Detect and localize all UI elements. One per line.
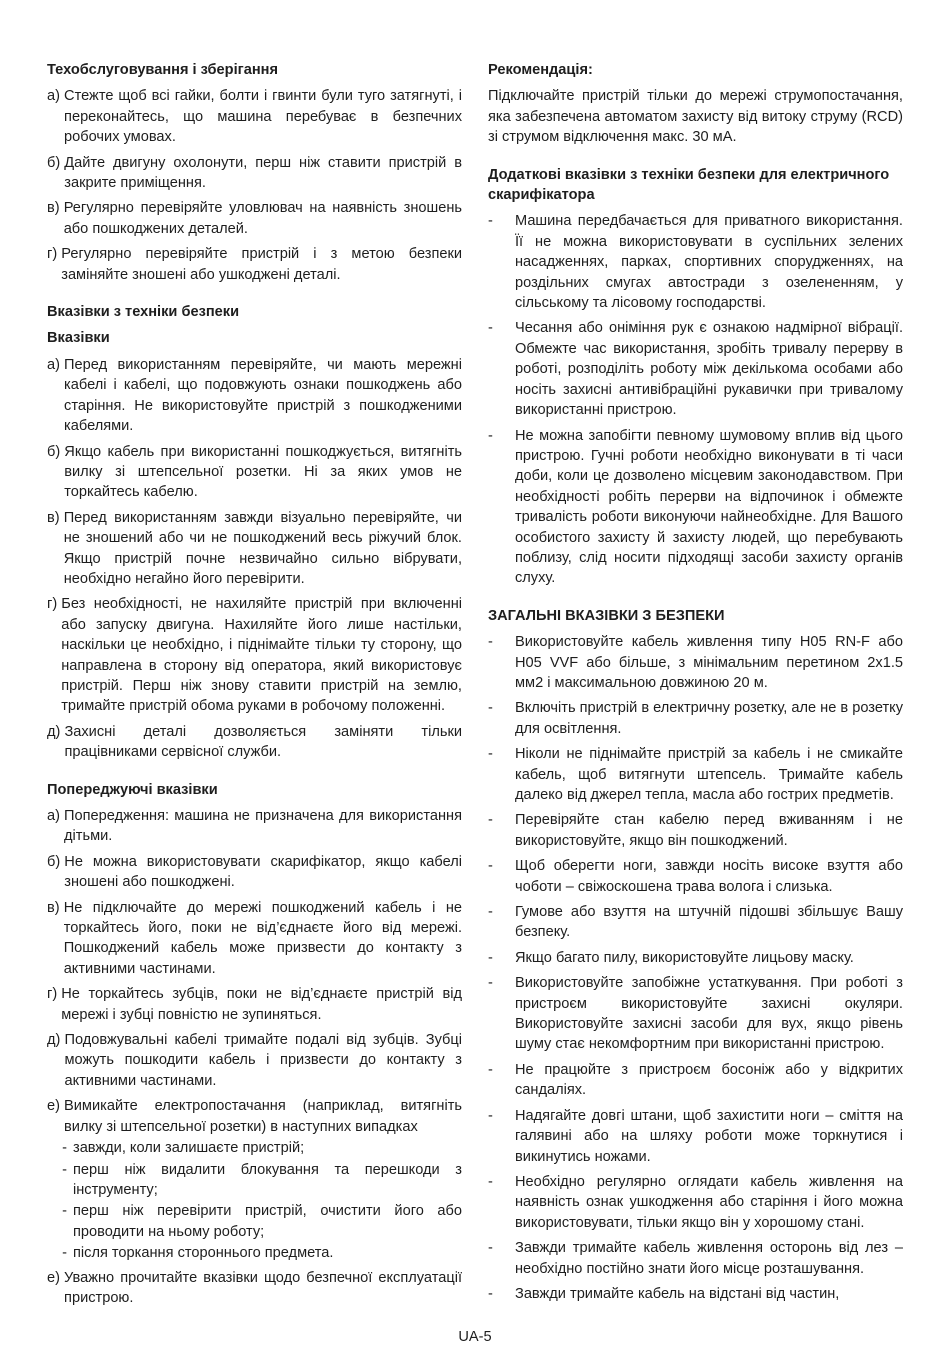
list-item (47, 442, 462, 503)
item-marker: - (488, 1107, 493, 1124)
sub-list-item (49, 1201, 462, 1242)
sub-list-item (49, 1243, 462, 1263)
item-marker: г) (47, 596, 58, 613)
item-marker: г) (47, 986, 58, 1003)
list-item (47, 898, 462, 980)
list-item (488, 426, 903, 589)
list-item (47, 508, 462, 590)
item-text: Використовуйте запобіжне устаткування. При роботі з пристроєм використовуйте захисні окуляри. Використовуйте захисні засоби для вух, якщо рівень шуму стає некомфортним при використанні пристрою. (515, 975, 903, 1053)
item-text: Якщо кабель при використанні пошкоджується, витягніть вилку зі штепсельної розетки. Ні за яких умов не торкайтесь кабелю. (64, 443, 462, 501)
item-marker: е) (47, 1269, 60, 1286)
warnings-list (47, 806, 462, 1308)
maintenance-section (47, 60, 462, 285)
item-text: Захисні деталі дозволяється заміняти тільки працівниками сервісної служби. (64, 723, 462, 761)
item-text: Завжди тримайте кабель живлення осторонь від лез – необхідно постійно знати його місце розташування. (515, 1240, 903, 1277)
sub-item-text: після торкання стороннього предмета. (73, 1245, 334, 1262)
sub-list (47, 1138, 462, 1263)
safety-section (47, 302, 462, 763)
item-text: Подовжувальні кабелі тримайте подалі від зубців. Зубці можуть пошкодити кабель і призвести до контакту з активними частинами. (64, 1032, 462, 1089)
item-text: Не можна запобігти певному шумовому вплив від цього пристрою. Гучні роботи необхідно виконувати в ті часи доби, коли це дозволено місцевим законодавством. При необхідності робіть перерви на відпочинок і обмежте тривалість роботи виконуючи найнеобхідне. Для Вашого особистого захисту й захисту людей, що перебувають поблизу, слід носити підходящі засоби захисту органів слуху. (515, 427, 903, 587)
recommendation-heading: Рекомендація: (488, 62, 593, 78)
list-item (488, 318, 903, 420)
list-item (488, 632, 903, 693)
item-marker: - (488, 1061, 493, 1078)
item-text: Перед використанням завжди візуально перевіряйте, чи не зношений або чи не пошкоджений весь ріжучий блок. Якщо пристрій почне незвичайно сильно вібрувати, необхідно негайно його перевірити. (63, 509, 462, 587)
list-item (47, 594, 462, 716)
list-item (488, 211, 903, 313)
sub-item-marker: - (62, 1245, 67, 1262)
item-text: Стежте щоб всі гайки, болти і гвинти були туго затягнуті, і переконайтесь, що машина перебуває в безпечних робочих умовах. (64, 88, 462, 146)
list-item (47, 198, 462, 239)
item-text: Чесання або оніміння рук є ознакою надмірної вібрації. Обмежте час використання, зробіть тривалу перерву в роботі, розподіліть роботу між декількома особами або носіть захисні антивібраційні рукавички при тривалому використанні пристрою. (515, 320, 903, 419)
list-item (47, 355, 462, 437)
item-text: Ніколи не піднімайте пристрій за кабель і не смикайте кабель, щоб витягнути штепсель. Тримайте кабель далеко від джерел тепла, масла або гострих предметів. (515, 746, 903, 803)
list-item (488, 698, 903, 739)
warnings-heading: Попереджуючі вказівки (47, 781, 218, 798)
item-text: Не торкайтесь зубців, поки не від’єднаєте пристрій від мережі і зубці повністю не зупиняться. (61, 986, 462, 1023)
sub-item-marker: - (62, 1203, 67, 1220)
item-text: Включіть пристрій в електричну розетку, але не в розетку для освітлення. (515, 700, 903, 737)
item-marker: - (488, 858, 493, 875)
item-text: Не можна використовувати скарифікатор, якщо кабелі зношені або пошкоджені. (64, 853, 462, 891)
item-text: Машина передбачається для приватного використання. Її не можна використовувати в суспільних зелених насадженнях, парках, спортивних спорудженнях, на роздільних смугах автостради з озелененням, у сільському та лісовому господарстві. (515, 213, 903, 312)
item-marker: а) (47, 88, 60, 105)
item-marker: г) (47, 246, 58, 263)
sub-item-marker: - (62, 1140, 67, 1157)
list-item (488, 1172, 903, 1233)
list-item (488, 1238, 903, 1279)
item-text: Перед використанням перевіряйте, чи мають мережні кабелі і кабелі, що подовжують ознаки пошкоджень або старіння. Не використовуйте пристрій з пошкодженими кабелями. (64, 356, 462, 435)
maintenance-heading: Техобслуговування і зберігання (47, 62, 278, 78)
item-marker: - (488, 949, 493, 966)
list-item (488, 902, 903, 943)
extra-safety-section (488, 165, 903, 589)
item-marker: а) (47, 356, 60, 373)
item-marker: д) (47, 1032, 61, 1049)
safety-subheading: Вказівки (47, 330, 110, 347)
sub-item-marker: - (62, 1161, 67, 1178)
warnings-section (47, 780, 462, 1309)
item-text: Необхідно регулярно оглядати кабель живлення на наявність ознак ушкодження або старіння і його можна використовувати, тільки якщо він у хорошому стані. (515, 1173, 903, 1231)
page-number: UA-5 (458, 1329, 492, 1345)
item-marker: а) (47, 808, 60, 824)
item-marker: - (488, 1240, 493, 1257)
sub-list-item (49, 1138, 462, 1158)
list-item (488, 856, 903, 897)
item-text: Вимикайте електропостачання (наприклад, витягніть вилку зі штепсельної розетки) в наступних випадках (64, 1098, 462, 1135)
list-item (47, 1096, 462, 1137)
sub-item-text: перш ніж перевірити пристрій, очистити його або проводити на ньому роботу; (73, 1203, 462, 1240)
item-text: Дайте двигуну охолонути, перш ніж ставити пристрій в закрите приміщення. (64, 154, 462, 192)
list-item (488, 1060, 903, 1101)
extra-safety-list (488, 211, 903, 588)
item-marker: в) (47, 200, 60, 217)
item-text: Якщо багато пилу, використовуйте лицьову маску. (515, 949, 854, 966)
item-text: Регулярно перевіряйте пристрій і з метою безпеки заміняйте зношені або ушкоджені деталі. (61, 246, 462, 283)
item-text: Не підключайте до мережі пошкоджений кабель і не торкайтесь його, поки не від’єднаєте його від мережі. Пошкоджений кабель може призвести до контакту з активними частинами. (63, 899, 462, 977)
general-safety-section (488, 606, 903, 1305)
item-marker: е) (47, 1098, 60, 1115)
item-marker: - (488, 427, 493, 444)
item-text: Щоб оберегти ноги, завжди носіть високе взуття або чоботи – свіжоскошена трава волога і слизька. (515, 858, 903, 895)
item-marker: д) (47, 723, 61, 740)
list-item (488, 973, 903, 1055)
item-text: Використовуйте кабель живлення типу H05 RN-F або H05 VVF або більше, з мінімальним перетином 2х1.5 мм2 і максимальною довжиною 20 м. (515, 634, 903, 691)
right-column (488, 60, 903, 1309)
general-safety-heading: ЗАГАЛЬНІ ВКАЗІВКИ З БЕЗПЕКИ (488, 607, 725, 624)
maintenance-list (47, 86, 462, 285)
recommendation-text: Підключайте пристрій тільки до мережі струмопостачання, яка забезпечена автоматом захисту від витоку струму (RCD) зі струмом відключення макс. 30 мA. (488, 88, 903, 146)
item-text: Попередження: машина не призначена для використання дітьми. (64, 808, 462, 845)
extra-safety-heading: Додаткові вказівки з техніки безпеки для електричного скарифікатора (488, 166, 890, 204)
item-text: Гумове або взуття на штучній підошві збільшує Вашу безпеку. (515, 904, 903, 941)
item-marker: - (488, 1285, 493, 1302)
list-item (488, 1106, 903, 1167)
item-marker: - (488, 812, 493, 829)
list-item (47, 806, 462, 847)
item-marker: в) (47, 509, 60, 526)
item-text: Без необхідності, не нахиляйте пристрій при включенні або запуску двигуна. Нахиляйте його лише настільки, наскільки це необхідно, і піднімайте тільки ту сторону, що направлена в сторону від оператора, який використовує пристрій. Перш ніж знову ставити пристрій на землю, тримайте пристрій обома руками в робочому положенні. (61, 596, 462, 715)
list-item (47, 1030, 462, 1091)
item-marker: - (488, 904, 493, 921)
list-item (47, 722, 462, 763)
list-item (488, 810, 903, 851)
sub-list-item (49, 1160, 462, 1201)
item-marker: - (488, 1173, 493, 1190)
item-marker: - (488, 320, 493, 337)
item-marker: - (488, 746, 493, 763)
left-column (47, 60, 462, 1313)
item-marker: б) (47, 853, 61, 870)
item-marker: в) (47, 899, 60, 916)
list-item (47, 984, 462, 1025)
list-item (47, 852, 462, 893)
list-item (488, 948, 903, 968)
list-item (488, 1284, 903, 1304)
item-text: Перевіряйте стан кабелю перед вживанням і не використовуйте, якщо він пошкоджений. (515, 812, 903, 849)
item-text: Уважно прочитайте вказівки щодо безпечної експлуатації пристрою. (64, 1269, 462, 1306)
item-marker: б) (47, 154, 61, 171)
item-marker: б) (47, 443, 61, 460)
list-item (47, 86, 462, 147)
item-marker: - (488, 975, 493, 992)
item-text: Надягайте довгі штани, щоб захистити ноги – сміття на галявині або на шляху роботи може торкнутися і викинутись ножами. (515, 1107, 903, 1165)
recommendation-section (488, 60, 903, 148)
item-text: Не працюйте з пристроєм босоніж або у відкритих сандаліях. (515, 1061, 903, 1099)
safety-list (47, 355, 462, 763)
list-item (47, 244, 462, 285)
list-item (47, 153, 462, 194)
item-marker: - (488, 634, 493, 651)
list-item (488, 744, 903, 805)
item-text: Завжди тримайте кабель на відстані від частин, (515, 1285, 840, 1302)
item-marker: - (488, 700, 493, 717)
safety-heading: Вказівки з техніки безпеки (47, 304, 240, 321)
item-text: Регулярно перевіряйте уловлювач на наявність зношень або пошкоджених деталей. (63, 200, 462, 237)
list-item (47, 1268, 462, 1309)
general-safety-list (488, 632, 903, 1304)
item-marker: - (488, 213, 493, 230)
sub-item-text: завжди, коли залишаєте пристрій; (73, 1140, 305, 1157)
sub-item-text: перш ніж видалити блокування та перешкоди з інструменту; (73, 1161, 462, 1198)
